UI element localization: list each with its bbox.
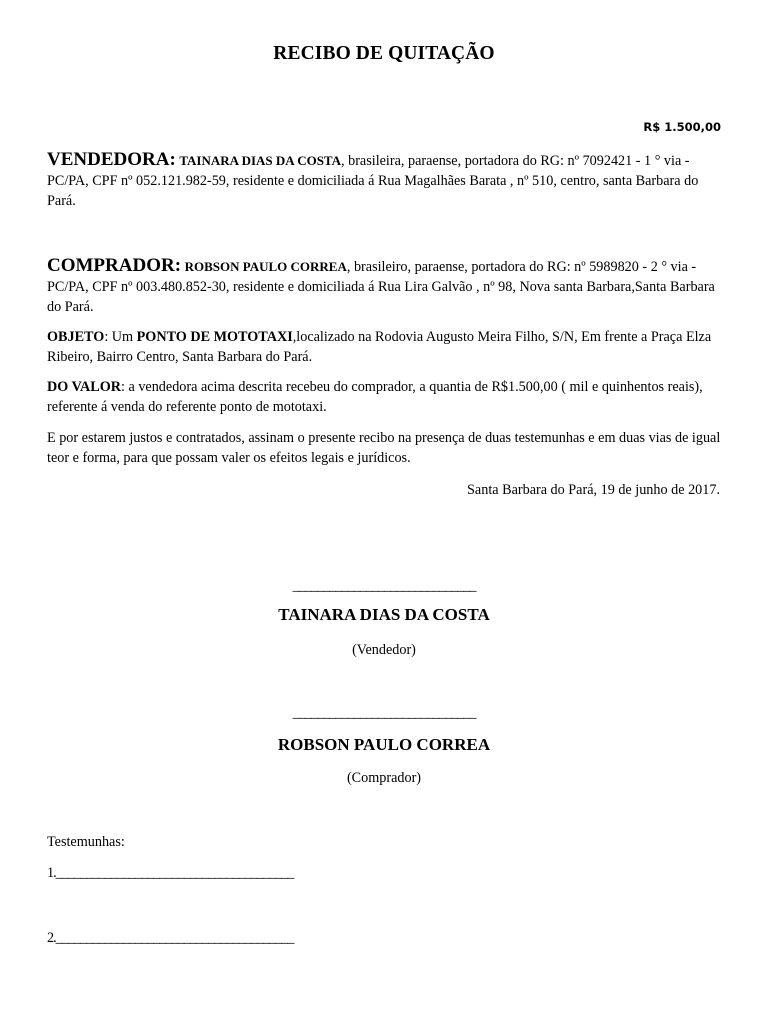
value-paragraph bbox=[47, 377, 723, 417]
buyer-details: , brasileiro, paraense, portadora do RG: nº 5989820 - 2 ° via -PC/PA, CPF nº 003.480.852-30, residente e domiciliada á Rua Lira Galvão , nº 98, Nova santa Barbara,Santa Barbara do Pará. bbox=[47, 259, 715, 315]
seller-name: TAINARA DIAS DA COSTA bbox=[179, 153, 342, 168]
seller-paragraph bbox=[47, 150, 723, 211]
seller-label: VENDEDORA: bbox=[47, 149, 176, 170]
buyer-name: ROBSON PAULO CORREA bbox=[184, 259, 347, 274]
buyer-signature-line: ______________________________ bbox=[292, 705, 476, 721]
buyer-signature-name: ROBSON PAULO CORREA bbox=[277, 735, 491, 754]
seller-signature-line: ______________________________ bbox=[292, 578, 476, 594]
seller-details: , brasileira, paraense, portadora do RG: nº 7092421 - 1 ° via -PC/PA, CPF nº 052.121.982-59, residente e domiciliada á Rua Magalhães Barata , nº 510, centro, santa Barbara do Pará. bbox=[47, 153, 699, 209]
object-text-b: ,localizado na Rodovia Augusto Meira Filho, S/N, Em frente a Praça Elza Ribeiro, Bairro Centro, Santa Barbara do Pará. bbox=[47, 329, 712, 365]
witness-line-1: 1._______________________________________ bbox=[47, 865, 294, 881]
witness-line-2: 2._______________________________________ bbox=[47, 930, 294, 946]
object-item: PONTO DE MOTOTAXI bbox=[136, 329, 293, 345]
date-line: Santa Barbara do Pará, 19 de junho de 2017. bbox=[467, 482, 720, 498]
seller-signature-role: (Vendedor) bbox=[352, 642, 416, 658]
object-label: OBJETO bbox=[47, 329, 105, 345]
value-label: DO VALOR bbox=[47, 379, 121, 395]
witnesses-heading: Testemunhas: bbox=[47, 834, 125, 850]
seller-signature-name: TAINARA DIAS DA COSTA bbox=[278, 605, 490, 624]
buyer-label: COMPRADOR: bbox=[47, 255, 182, 276]
value-text: : a vendedora acima descrita recebeu do comprador, a quantia de R$1.500,00 ( mil e quinhentos reais), referente á venda do referente ponto de mototaxi. bbox=[47, 379, 703, 415]
object-text-a: : Um bbox=[104, 329, 137, 345]
buyer-paragraph bbox=[47, 256, 723, 317]
document-title: RECIBO DE QUITAÇÃO bbox=[273, 43, 495, 64]
buyer-signature-role: (Comprador) bbox=[346, 770, 422, 786]
object-paragraph bbox=[47, 327, 723, 367]
receipt-amount: R$ 1.500,00 bbox=[643, 120, 721, 134]
closing-paragraph: E por estarem justos e contratados, assinam o presente recibo na presença de duas testemunhas e em duas vias de igual teor e forma, para que possam valer os efeitos legais e jurídicos. bbox=[47, 430, 721, 466]
